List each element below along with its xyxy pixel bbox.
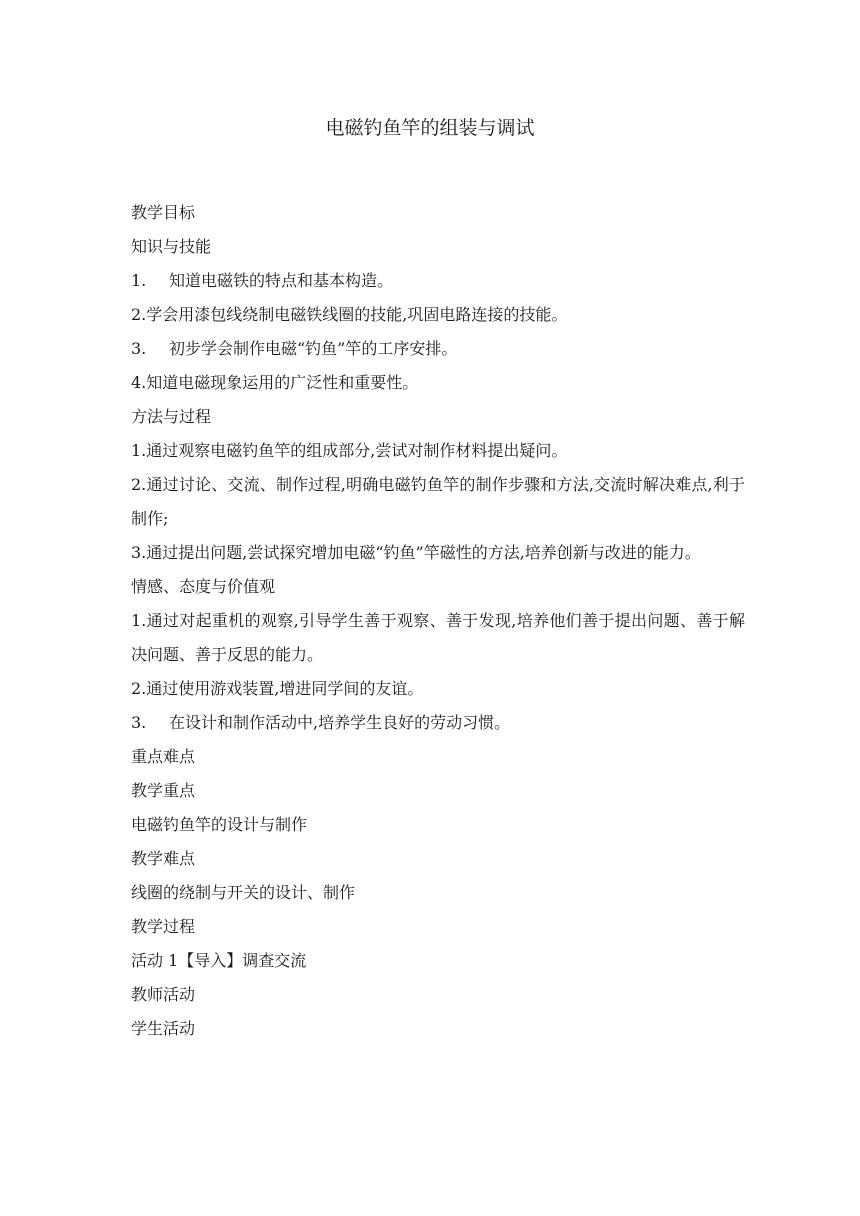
method-item-1: 1.通过观察电磁钓鱼竿的组成部分,尝试对制作材料提出疑问。 (131, 441, 568, 460)
item-text: 在设计和制作活动中,培养学生良好的劳动习惯。 (169, 713, 511, 732)
emotion-item-3 (131, 706, 745, 740)
method-item-2: 2.通过讨论、交流、制作过程,明确电磁钓鱼竿的制作步骤和方法,交流时解决难点,利于制作; (131, 475, 745, 528)
item-number: 3. (131, 713, 147, 732)
knowledge-item-4: 4.知道电磁现象运用的广泛性和重要性。 (131, 373, 419, 392)
process-heading: 教学过程 (131, 917, 196, 936)
key-text: 电磁钓鱼竿的设计与制作 (131, 815, 308, 834)
knowledge-item-1 (131, 264, 745, 298)
key-difficulty-heading: 重点难点 (131, 747, 196, 766)
method-heading: 方法与过程 (131, 407, 212, 426)
key-heading: 教学重点 (131, 781, 196, 800)
item-number: 3. (131, 339, 147, 358)
item-text: 初步学会制作电磁“钓鱼”竿的工序安排。 (169, 339, 458, 358)
knowledge-heading: 知识与技能 (131, 237, 212, 256)
difficulty-text: 线圈的绕制与开关的设计、制作 (131, 883, 356, 902)
activity-1-heading: 活动 1【导入】调查交流 (131, 951, 307, 970)
emotion-item-2: 2.通过使用游戏装置,增进同学间的友谊。 (131, 679, 424, 698)
emotion-heading: 情感、态度与价值观 (131, 577, 276, 596)
item-number: 1. (131, 271, 147, 290)
student-activity-label: 学生活动 (131, 1019, 196, 1038)
item-text: 知道电磁铁的特点和基本构造。 (169, 271, 394, 290)
teacher-activity-label: 教师活动 (131, 985, 196, 1004)
document-body (131, 196, 745, 1046)
objectives-heading: 教学目标 (131, 203, 196, 222)
knowledge-item-3 (131, 332, 745, 366)
knowledge-item-2: 2.学会用漆包线绕制电磁铁线圈的技能,巩固电路连接的技能。 (131, 305, 568, 324)
emotion-item-1: 1.通过对起重机的观察,引导学生善于观察、善于发现,培养他们善于提出问题、善于解决问题、善于反思的能力。 (131, 611, 745, 664)
document-title: 电磁钓鱼竿的组装与调试 (325, 117, 535, 139)
method-item-3: 3.通过提出问题,尝试探究增加电磁“钓鱼”竿磁性的方法,培养创新与改进的能力。 (131, 543, 701, 562)
difficulty-heading: 教学难点 (131, 849, 196, 868)
